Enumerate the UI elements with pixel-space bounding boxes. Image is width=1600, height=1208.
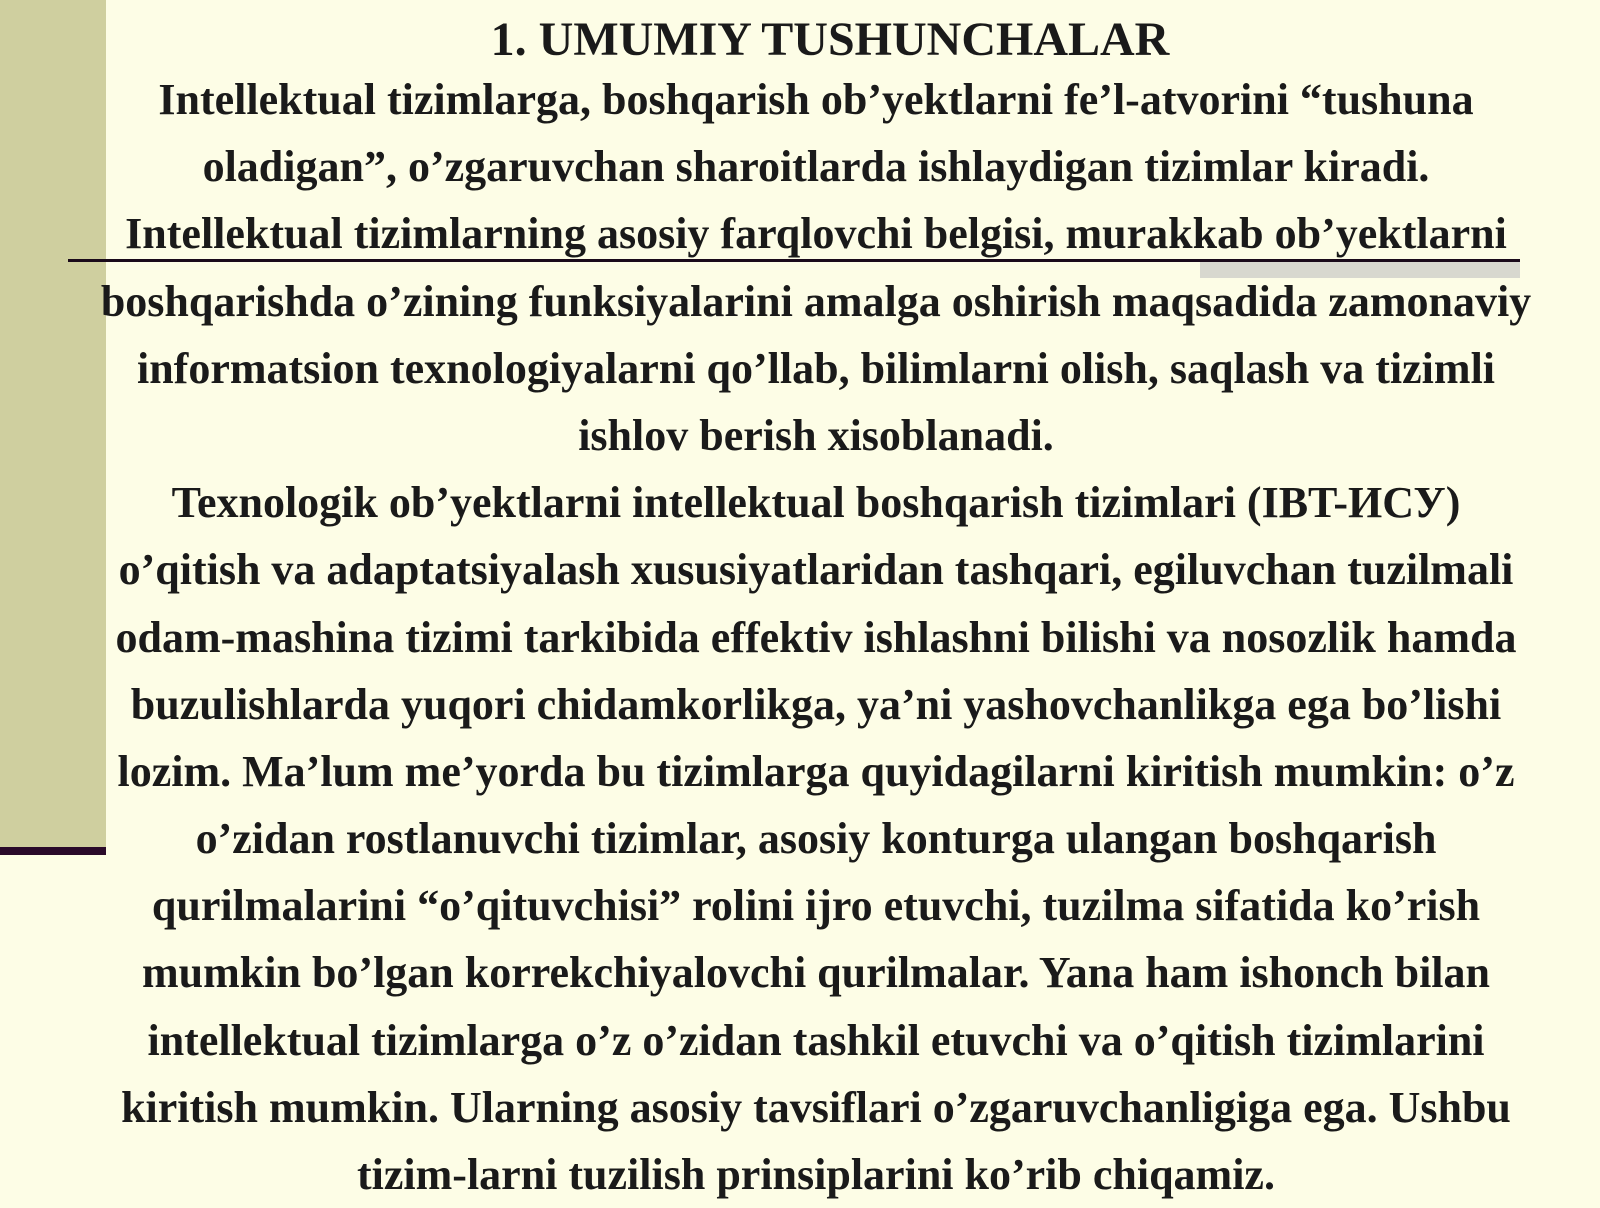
body-line: Texnologik ob’yektlarni intellektual boshqarish tizimlari (IBT-ИСУ) <box>171 478 1461 528</box>
body-line: kiritish mumkin. Ularning asosiy tavsiflari o’zgaruvchanligiga ega. Ushbu <box>121 1082 1511 1132</box>
body-line: odam-mashina tizimi tarkibida effektiv ishlashni bilishi va nosozlik hamda <box>115 612 1517 662</box>
body-line: qurilmalarini “o’qituvchisi” rolini ijro etuvchi, tuzilma sifatida ko’rish <box>151 881 1481 931</box>
body-line: Intellektual tizimlarning asosiy farqlovchi belgisi, murakkab ob’yektlarni <box>125 209 1507 259</box>
body-line: o’qitish va adaptatsiyalash xususiyatlaridan tashqari, egiluvchan tuzilmali <box>118 545 1514 595</box>
slide-body <box>0 66 1600 1208</box>
body-line: buzulishlarda yuqori chidamkorlikga, ya’ni yashovchanlikga ega bo’lishi <box>130 679 1502 729</box>
body-line: ishlov berish xisoblanadi. <box>578 410 1054 460</box>
body-line: o’zidan rostlanuvchi tizimlar, asosiy konturga ulangan boshqarish <box>195 814 1437 864</box>
slide-title: 1. UMUMIY TUSHUNCHALAR <box>490 13 1170 66</box>
body-line: lozim. Ma’lum me’yorda bu tizimlarga quyidagilarni kiritish mumkin: o’z <box>117 746 1515 796</box>
body-line: mumkin bo’lgan korrekchiyalovchi qurilmalar. Yana ham ishonch bilan <box>142 948 1490 998</box>
body-line: tizim-larni tuzilish prinsiplarini ko’rib chiqamiz. <box>357 1150 1275 1199</box>
body-line: boshqarishda o’zining funksiyalarini amalga oshirish maqsadida zamonaviy <box>100 276 1532 326</box>
body-line: Intellektual tizimlarga, boshqarish ob’yektlarni fe’l-atvorini “tushuna <box>158 75 1474 124</box>
body-line: intellektual tizimlarga o’z o’zidan tashkil etuvchi va o’qitish tizimlarini <box>147 1015 1485 1065</box>
body-line: informatsion texnologiyalarni qo’llab, bilimlarni olish, saqlash va tizimli <box>136 343 1496 393</box>
body-line: oladigan”, o’zgaruvchan sharoitlarda ishlaydigan tizimlar kiradi. <box>202 142 1430 192</box>
